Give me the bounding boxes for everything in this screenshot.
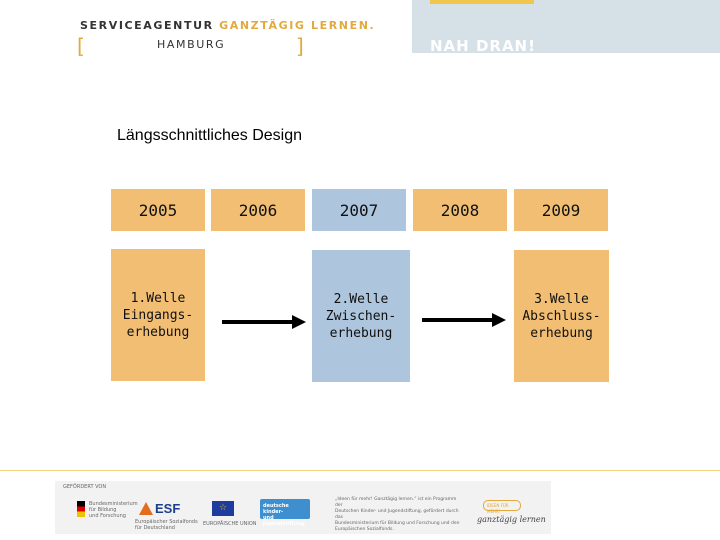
wave-label-3: 3.Welle Abschluss- erhebung <box>522 291 601 341</box>
sponsor-logos <box>55 481 551 534</box>
wave-label-1: 1.Welle Eingangs- erhebung <box>122 290 194 340</box>
funded-by-label: GEFÖRDERT VON <box>63 484 107 490</box>
ministry-label: Bundesministerium für Bildung und Forschung <box>89 501 138 519</box>
dkjs-label: deutsche kinder- und jugendstiftung <box>263 503 305 527</box>
tagline: NAH DRAN! <box>430 37 536 55</box>
dkjs-logo <box>260 499 310 527</box>
city-label: HAMBURG <box>157 38 226 51</box>
eu-flag-icon: ☆ <box>212 501 234 516</box>
year-box-2005: 2005 <box>111 189 205 231</box>
esf-label: ESF <box>155 501 181 516</box>
org-name-accent: GANZTÄGIG LERNEN. <box>219 19 376 32</box>
federal-eagle-icon <box>77 501 85 517</box>
wave-box-3 <box>514 250 609 382</box>
org-logo-text <box>80 19 375 32</box>
year-box-2008: 2008 <box>413 189 507 231</box>
year-box-2006: 2006 <box>211 189 305 231</box>
arrow-icon <box>418 310 508 330</box>
ideen-logo <box>483 500 521 514</box>
footer-divider <box>0 470 720 471</box>
esf-subtitle: Europäischer Sozialfonds für Deutschland <box>135 519 198 531</box>
bracket-close: ] <box>296 34 304 58</box>
org-name: SERVICEAGENTUR <box>80 19 220 32</box>
program-description: „Ideen für mehr! Ganztägig lernen.“ ist ein Programm der Deutschen Kinder- und Jugendstiftung, gefördert durch das Bundesministerium für Bildung und Forschung und den Europäischen Sozialfonds. <box>335 497 460 532</box>
ideen-label: IDEEN FÜR MEHR! <box>487 503 509 514</box>
ganztaegig-signature: ganztägig lernen <box>477 515 546 524</box>
year-box-2009: 2009 <box>514 189 608 231</box>
wave-box-2 <box>312 250 410 382</box>
year-box-2007: 2007 <box>312 189 406 231</box>
esf-logo-icon <box>139 502 153 515</box>
slide-title: Längsschnittliches Design <box>117 127 302 144</box>
arrow-icon <box>218 312 308 332</box>
header-accent-bar <box>430 0 534 4</box>
bracket-open: [ <box>77 34 85 58</box>
eu-label: EUROPÄISCHE UNION <box>203 521 257 527</box>
wave-label-2: 2.Welle Zwischen- erhebung <box>325 291 397 341</box>
wave-box-1 <box>111 249 205 381</box>
